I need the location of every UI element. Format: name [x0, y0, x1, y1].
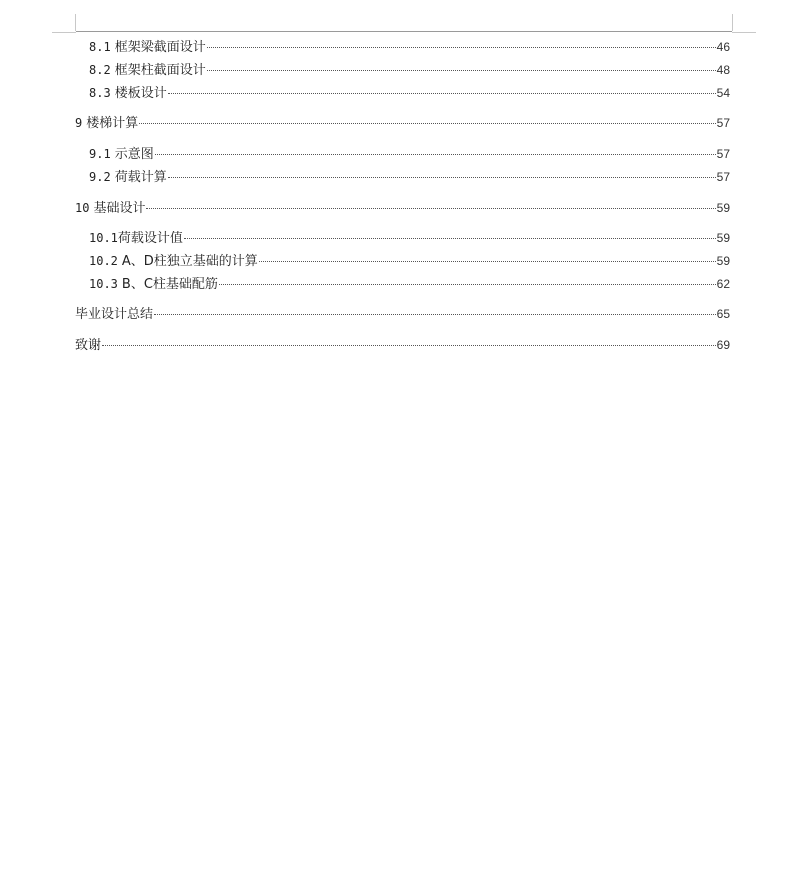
toc-entry-9[interactable] [75, 114, 730, 132]
toc-dot-leader [207, 47, 716, 48]
toc-dot-leader [184, 238, 716, 239]
toc-dot-leader [102, 345, 716, 346]
toc-entry-page: 57 [716, 116, 730, 130]
toc-entry-page: 59 [716, 201, 730, 215]
toc-entry-number: 9 [75, 116, 83, 130]
toc-entry-number: 9.1 [89, 147, 111, 161]
toc-entry-title: 楼板设计 [114, 86, 167, 101]
toc-entry-title: 荷载计算 [114, 170, 167, 185]
toc-entry-number: 10.2 [89, 254, 118, 268]
crop-mark-right-horizontal [732, 32, 756, 33]
toc-entry-title: 楼梯计算 [86, 116, 139, 131]
toc-entry-page: 54 [716, 86, 730, 100]
toc-entry-title: A、D柱独立基础的计算 [121, 254, 258, 269]
crop-mark-left-vertical [75, 14, 76, 31]
toc-entry-title: 基础设计 [93, 201, 146, 216]
toc-entry-number: 8.3 [89, 86, 111, 100]
toc-entry-title: 示意图 [114, 147, 154, 162]
crop-mark-left-horizontal [52, 32, 76, 33]
toc-entry-number: 8.1 [89, 40, 111, 54]
toc-dot-leader [168, 177, 716, 178]
toc-dot-leader [207, 70, 716, 71]
toc-entry-10[interactable] [75, 199, 730, 217]
toc-entry-9-2[interactable] [89, 168, 730, 186]
toc-dot-leader [168, 93, 716, 94]
toc-entry-9-1[interactable] [89, 145, 730, 163]
toc-entry-page: 59 [716, 231, 730, 245]
toc-entry-page: 57 [716, 147, 730, 161]
toc-entry-page: 62 [716, 277, 730, 291]
toc-entry-title: 毕业设计总结 [75, 307, 154, 322]
toc-entry-summary[interactable] [75, 305, 730, 323]
toc-entry-10-2[interactable] [89, 252, 730, 270]
toc-dot-leader [154, 314, 716, 315]
toc-dot-leader [155, 154, 716, 155]
toc-entry-page: 57 [716, 170, 730, 184]
crop-mark-right-vertical [732, 14, 733, 31]
toc-entry-title: 框架柱截面设计 [114, 63, 206, 78]
toc-entry-number: 9.2 [89, 170, 111, 184]
toc-entry-page: 59 [716, 254, 730, 268]
toc-entry-page: 48 [716, 63, 730, 77]
toc-entry-title: 框架梁截面设计 [114, 40, 206, 55]
page-top-boundary [76, 31, 732, 32]
toc-entry-title: B、C柱基础配筋 [121, 277, 218, 292]
toc-entry-acknowledgements[interactable] [75, 336, 730, 354]
toc-entry-8-3[interactable] [89, 84, 730, 102]
toc-entry-page: 65 [716, 307, 730, 321]
toc-dot-leader [259, 261, 716, 262]
toc-entry-10-3[interactable] [89, 275, 730, 293]
toc-dot-leader [139, 123, 715, 124]
toc-entry-page: 46 [716, 40, 730, 54]
toc-entry-8-2[interactable] [89, 61, 730, 79]
toc-entry-title: 致谢 [75, 338, 102, 353]
toc-entry-page: 69 [716, 338, 730, 352]
toc-entry-number: 10 [75, 201, 90, 215]
toc-entry-number: 10.3 [89, 277, 118, 291]
toc-entry-10-1[interactable] [89, 229, 730, 247]
toc-entry-number: 8.2 [89, 63, 111, 77]
toc-entry-number: 10.1 [89, 231, 118, 245]
toc-entry-title: 荷载设计值 [117, 231, 183, 246]
toc-dot-leader [146, 208, 715, 209]
toc-entry-8-1[interactable] [89, 38, 730, 56]
toc-dot-leader [219, 284, 716, 285]
